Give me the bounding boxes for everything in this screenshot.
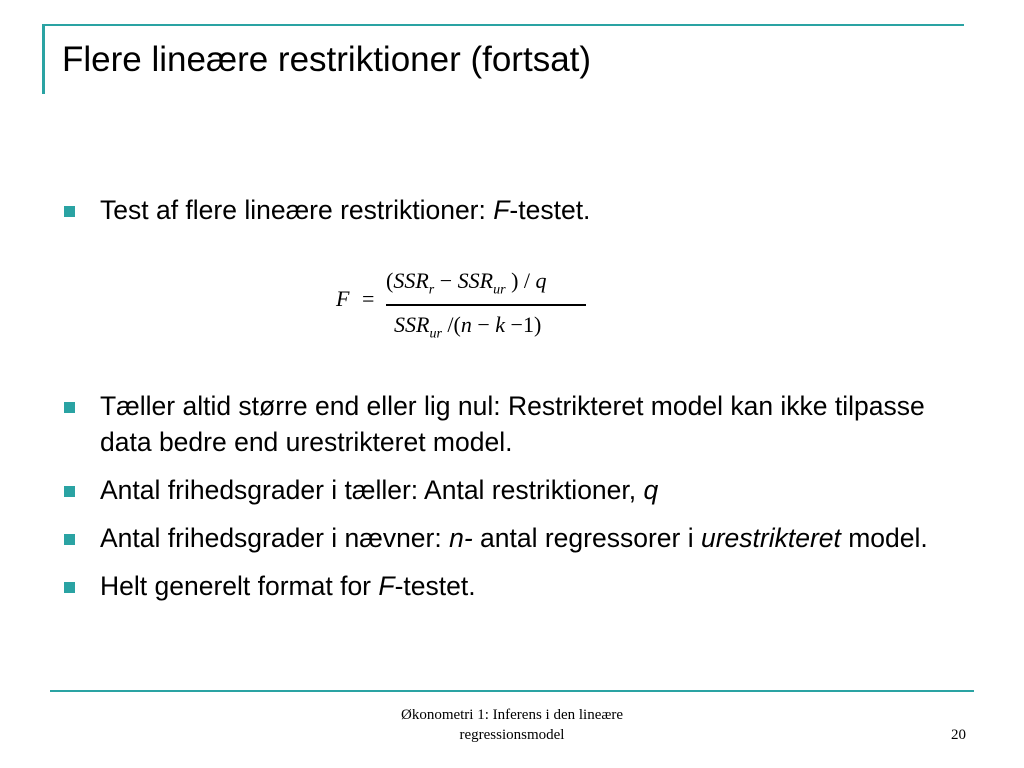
bullet-square-icon — [64, 206, 75, 217]
bullet-square-icon — [64, 582, 75, 593]
title-accent-line — [42, 24, 964, 26]
bullet-square-icon — [64, 486, 75, 497]
bullet-square-icon — [64, 534, 75, 545]
title-accent-bar — [42, 26, 45, 94]
bullet-item: Helt generelt format for F-testet. — [62, 568, 962, 604]
bullet-item: Antal frihedsgrader i nævner: n- antal regressorer i urestrikteret model. — [62, 520, 962, 556]
fraction-bar — [386, 304, 586, 306]
bullet-item: Test af flere lineære restriktioner: F-testet. — [62, 192, 962, 228]
f-test-formula: F = ($SSR_r - SSR_{ur}$ ) / q $SSR_{ur}$ /(n − k −1) — [336, 262, 596, 342]
slide-footer: Økonometri 1: Inferens i den lineære regressionsmodel — [400, 707, 624, 743]
bullet-item: Tæller altid større end eller lig nul: Restrikteret model kan ikke tilpasse data bedre end urestrikteret model. — [62, 388, 962, 460]
slide-title: Flere lineære restriktioner (fortsat) — [62, 40, 592, 79]
bullet-list-bottom — [62, 388, 962, 604]
formula-numerator: ($SSR_r - SSR_{ur}$ ) / q — [386, 268, 547, 298]
bullet-item: Antal frihedsgrader i tæller: Antal restriktioner, q — [62, 472, 962, 508]
page-number: 20 — [951, 727, 966, 743]
formula-denominator: $SSR_{ur}$ /(n − k −1) — [394, 312, 542, 342]
footer-divider — [50, 690, 974, 692]
bullet-square-icon — [64, 402, 75, 413]
bullet-list-top — [62, 192, 962, 228]
